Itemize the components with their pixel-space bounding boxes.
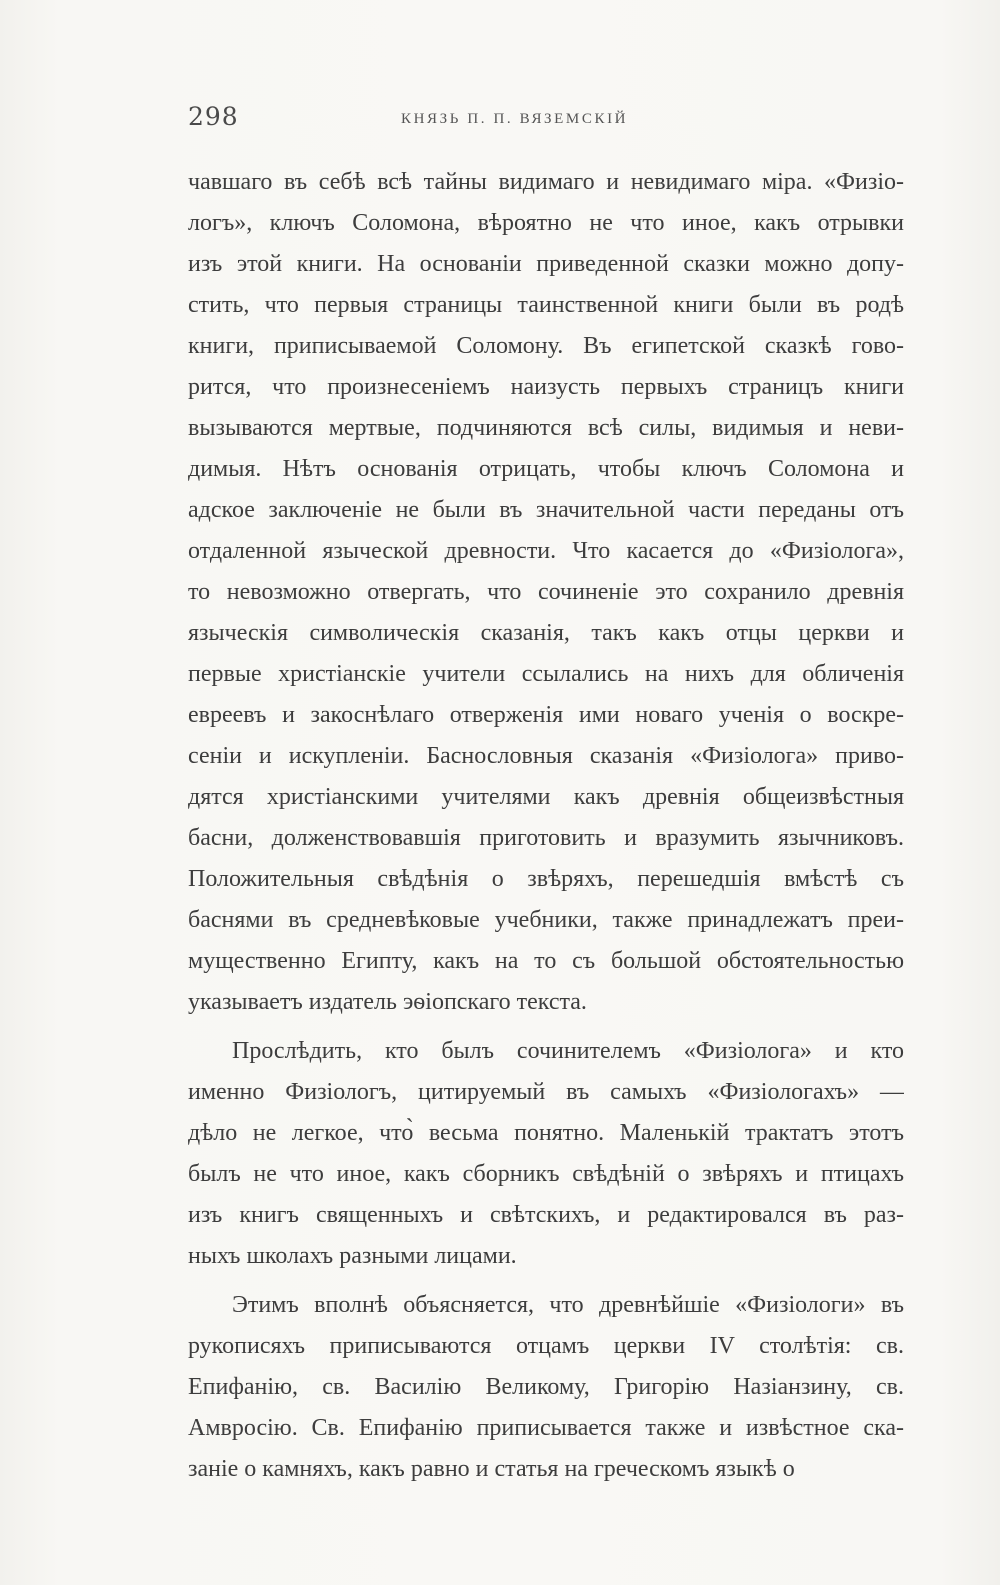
page-header <box>188 102 903 142</box>
text-line: книги, приписываемой Соломону. Въ египетской сказкѣ гово- <box>188 333 904 359</box>
text-line: Епифанію, св. Василію Великому, Григорію Назіанзину, св. <box>188 1374 904 1400</box>
text-line: языческія символическія сказанія, такъ какъ отцы церкви и <box>188 620 904 646</box>
text-line: рукописяхъ приписываются отцамъ церкви IV столѣтія: св. <box>188 1333 904 1359</box>
text-line: сеніи и искупленіи. Баснословныя сказанія «Физіолога» приво- <box>188 743 904 769</box>
paragraph <box>188 162 904 1023</box>
text-line: чавшаго въ себѣ всѣ тайны видимаго и невидимаго міра. «Физіо- <box>188 169 904 195</box>
text-line: адское заключеніе не были въ значительной части переданы отъ <box>188 497 904 523</box>
text-line: Амвросію. Св. Епифанію приписывается также и извѣстное ска- <box>188 1415 904 1441</box>
text-line: басни, долженствовавшія приготовить и вразумить язычниковъ. <box>188 825 904 851</box>
text-line: Прослѣдить, кто былъ сочинителемъ «Физіолога» и кто <box>232 1038 904 1064</box>
paragraph <box>188 1285 904 1490</box>
text-line: Этимъ вполнѣ объясняется, что древнѣйшіе «Физіологи» въ <box>232 1292 904 1318</box>
text-line: изъ этой книги. На основаніи приведенной сказки можно допу- <box>188 251 904 277</box>
text-line: отдаленной языческой древности. Что касается до «Физіолога», <box>188 538 904 564</box>
page-number: 298 <box>188 102 239 131</box>
text-line: евреевъ и закоснѣлаго отверженія ими новаго ученія о воскре- <box>188 702 904 728</box>
text-line: заніе о камняхъ, какъ равно и статья на греческомъ языкѣ о <box>188 1456 795 1482</box>
running-title: КНЯЗЬ П. П. ВЯЗЕМСКІЙ <box>401 111 629 127</box>
text-line: первые христіанскіе учители ссылались на нихъ для обличенія <box>188 661 904 687</box>
text-line: димыя. Нѣтъ основанія отрицать, чтобы ключъ Соломона и <box>188 456 904 482</box>
text-line: именно Физіологъ, цитируемый въ самыхъ «Физіологахъ» — <box>188 1079 904 1105</box>
text-line: дятся христіанскими учителями какъ древнія общеизвѣстныя <box>188 784 904 810</box>
paragraph <box>188 1031 904 1277</box>
text-line: вызываются мертвые, подчиняются всѣ силы, видимыя и неви- <box>188 415 904 441</box>
text-line: баснями въ средневѣковые учебники, также принадлежатъ преи- <box>188 907 904 933</box>
paragraph-gap <box>188 1277 904 1285</box>
body-text <box>188 162 904 1490</box>
paragraph-gap <box>188 1023 904 1031</box>
text-line: Положительныя свѣдѣнія о звѣряхъ, перешедшія вмѣстѣ съ <box>188 866 904 892</box>
text-line: ныхъ школахъ разными лицами. <box>188 1243 517 1269</box>
text-line: изъ книгъ священныхъ и свѣтскихъ, и редактировался въ раз- <box>188 1202 904 1228</box>
text-line: логъ», ключъ Соломона, вѣроятно не что иное, какъ отрывки <box>188 210 904 236</box>
text-line: дѣло не легкое, что̀ весьма понятно. Маленькій трактатъ этотъ <box>188 1120 904 1146</box>
text-line: мущественно Египту, какъ на то съ большой обстоятельностью <box>188 948 904 974</box>
text-line: рится, что произнесеніемъ наизусть первыхъ страницъ книги <box>188 374 904 400</box>
text-line: указываетъ издатель эѳіопскаго текста. <box>188 989 587 1015</box>
text-line: то невозможно отвергать, что сочиненіе это сохранило древнія <box>188 579 904 605</box>
text-line: былъ не что иное, какъ сборникъ свѣдѣній о звѣряхъ и птицахъ <box>188 1161 904 1187</box>
text-line: стить, что первыя страницы таинственной книги были въ родѣ <box>188 292 904 318</box>
